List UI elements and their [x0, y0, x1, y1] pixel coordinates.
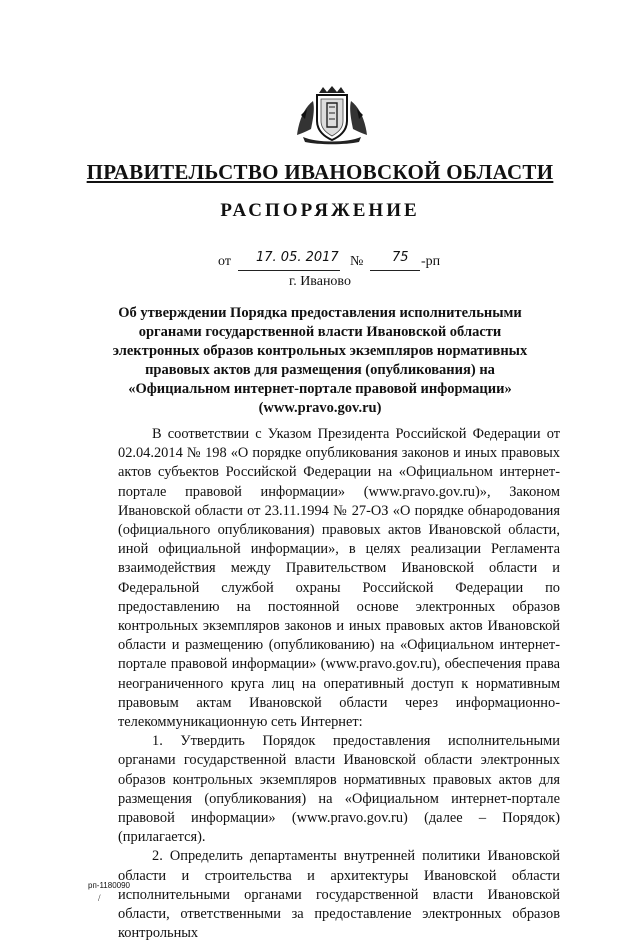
- date-underline: [238, 270, 340, 271]
- coat-of-arms-icon: [293, 85, 371, 145]
- paragraph-item-1: 1. Утвердить Порядок предоставления исполнительными органами государственной власти Ивановской области электронных образов контрольных экземпляров нормативных правовых актов для размещения (опубликования) на «Официальном интернет-портале правовой информации» (www.pravo.gov.ru) (далее – Порядок) (прилагается).: [118, 733, 560, 846]
- date-from-label: от: [218, 254, 231, 269]
- footer-code: рп-1180090: [88, 881, 130, 890]
- city: г. Иваново: [289, 274, 351, 289]
- document-heading: Об утверждении Порядка предоставления исполнительными органами государственной власти Ивановской области электронных образов контрольных экземпляров нормативных правовых актов для размещения (опубликования) на «Официальном интернет-портале правовой информации» (www.pravo.gov.ru): [112, 305, 528, 416]
- number-suffix: -рп: [421, 254, 441, 269]
- document-type: РАСПОРЯЖЕНИЕ: [220, 200, 420, 221]
- document-number: 75: [392, 250, 409, 265]
- paragraph-preamble: В соответствии с Указом Президента Российской Федерации от 02.04.2014 № 198 «О порядке опубликования законов и иных правовых актов субъектов Российской Федерации на «Официальном интернет-портале правовой информации» (www.pravo.gov.ru)», Законом Ивановской области от 23.11.1994 № 27-ОЗ «О порядке обнародования (официального опубликования) правовых актов Ивановской области, иной официальной информации», в целях реализации Регламента взаимодействия между Правительством Ивановской области и Федеральной службой охраны Российской Федерации по предоставлению на постоянной основе электронных образов контрольных экземпляров законов и иных правовых актов Ивановской области и размещению (опубликованию) на «Официальном интернет-портале правовой информации» (www.pravo.gov.ru), обеспечения права неограниченного круга лиц на оперативный доступ к нормативным правовым актам Ивановской области через информационно-телекоммуникационную сеть Интернет:: [118, 426, 560, 731]
- government-name: ПРАВИТЕЛЬСТВО ИВАНОВСКОЙ ОБЛАСТИ: [86, 160, 554, 184]
- number-label: №: [350, 254, 364, 269]
- paragraph-item-2: 2. Определить департаменты внутренней политики Ивановской области и строительства и архитектуры Ивановской области исполнительными органами государственной власти Ивановской области, ответственными за предоставление электронных образов контрольных: [118, 848, 560, 942]
- document-date: 17. 05. 2017: [256, 250, 339, 265]
- number-underline: [370, 270, 420, 271]
- footer-mark: /: [98, 893, 101, 903]
- document-body: [118, 425, 560, 943]
